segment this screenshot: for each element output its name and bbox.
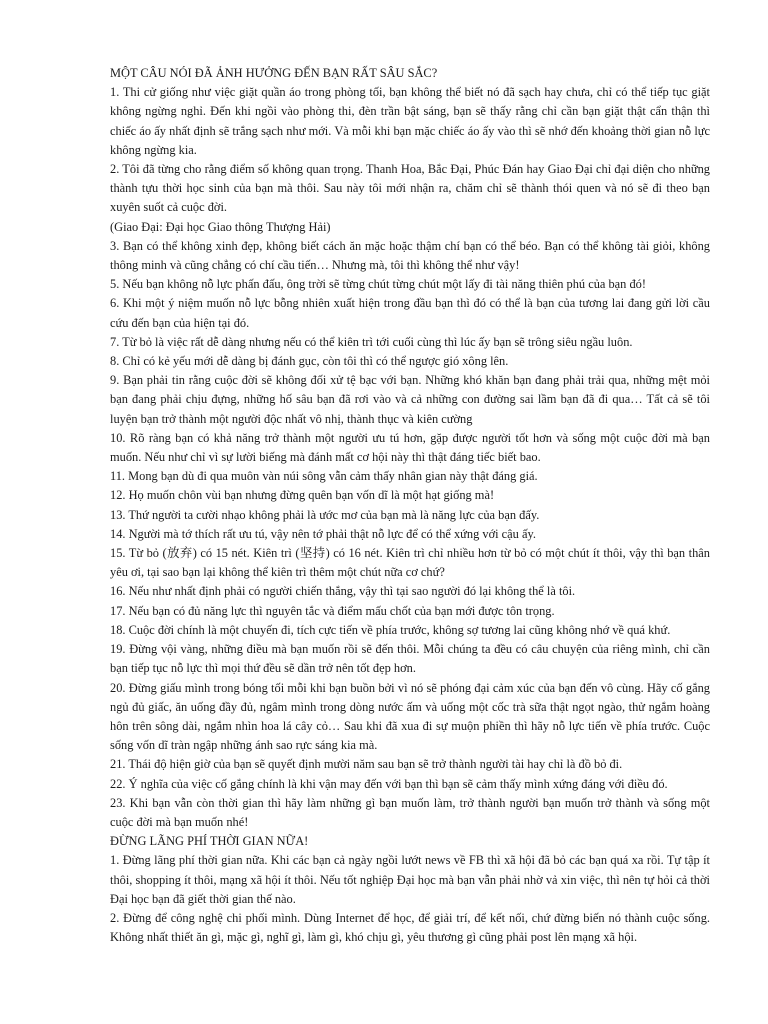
paragraph-note: (Giao Đại: Đại học Giao thông Thượng Hải) [110,219,331,234]
paragraph: 1. Thi cử giống như việc giặt quần áo trong phòng tối, bạn không thể biết nó đã sạch hay chưa, chỉ có thể tiếp tục giặt không ngừng nghỉ. Đến khi ngồi vào phòng thi, đèn trần bật sáng, bạn sẽ thấy rằng chỉ cần bạn giặt thật cẩn thận thì chiếc áo ấy nhất định sẽ trắng sạch như mới. Và mỗi khi bạn mặc chiếc áo ấy vào thì sẽ nhớ đến khoảng thời gian nỗ lực không ngừng kia. [110,85,710,157]
paragraph: 10. Rõ ràng bạn có khả năng trở thành một người ưu tú hơn, gặp được người tốt hơn và sống một cuộc đời mà bạn muốn. Nếu như chỉ vì sự lười biếng mà đánh mất cơ hội này thì thật đáng tiếc biết bao. [110,430,710,465]
paragraph: 18. Cuộc đời chính là một chuyến đi, tích cực tiến về phía trước, không sợ tương lai cũng không nhớ về quá khứ. [110,622,671,637]
paragraph: 15. Từ bỏ (放弃) có 15 nét. Kiên trì (坚持) có 16 nét. Kiên trì chỉ nhiều hơn từ bỏ có một chút ít thôi, vậy thì bạn thân yêu ơi, tại sao bạn lại không thể kiên trì thêm một chút nữa cơ chứ? [110,546,710,580]
paragraph: 17. Nếu bạn có đủ năng lực thì nguyên tắc và điểm mấu chốt của bạn mới được tôn trọng. [110,603,555,618]
paragraph: 7. Từ bỏ là việc rất dễ dàng nhưng nếu có thể kiên trì tới cuối cùng thì lúc ấy bạn sẽ trông siêu ngầu luôn. [110,334,633,349]
paragraph: 11. Mong bạn dù đi qua muôn vàn núi sông vẫn cảm thấy nhân gian này thật đáng giá. [110,469,538,484]
paragraph: 9. Bạn phải tin rằng cuộc đời sẽ không đối xử tệ bạc với bạn. Những khó khăn bạn đang phải trải qua, những mệt mỏi bạn đang phải chịu đựng, những hố sâu bạn đã rơi vào và cả những con đường sai lầm bạn đã đi qua… Tất cả sẽ tôi luyện bạn trở thành một người độc nhất vô nhị, thành thục và kiên cường [110,373,710,426]
paragraph: 5. Nếu bạn không nỗ lực phấn đấu, ông trời sẽ từng chút từng chút một lấy đi tài năng thiên phú của bạn đó! [110,277,646,292]
section-paragraph: 2. Đừng để công nghệ chi phối mình. Dùng Internet để học, để giải trí, để kết nối, chứ đừng biến nó thành cuộc sống. Không nhất thiết ăn gì, mặc gì, nghĩ gì, làm gì, khó chịu gì, yêu thương gì cũng phải post lên mạng xã hội. [110,910,710,945]
paragraph: 12. Họ muốn chôn vùi bạn nhưng đừng quên bạn vốn dĩ là một hạt giống mà! [110,488,495,503]
paragraph: 19. Đừng vội vàng, những điều mà bạn muốn rồi sẽ đến thôi. Mỗi chúng ta đều có câu chuyện của riêng mình, chỉ cần bạn tiếp tục nỗ lực thì mọi thứ đều sẽ dần trở nên tốt đẹp hơn. [110,642,710,676]
paragraph: 14. Người mà tớ thích rất ưu tú, vậy nên tớ phải thật nỗ lực để có thể xứng với cậu ấy. [110,526,536,541]
paragraph: 16. Nếu như nhất định phải có người chiến thắng, vậy thì tại sao người đó lại không thể là tôi. [110,584,576,599]
paragraph: 3. Bạn có thể không xinh đẹp, không biết cách ăn mặc hoặc thậm chí bạn có thể béo. Bạn có thể không tài giỏi, không thông minh và cũng chẳng có chí cầu tiến… Nhưng mà, tôi thì không thể như vậy! [110,238,710,273]
paragraph: 22. Ý nghĩa của việc cố gắng chính là khi vận may đến với bạn thì bạn sẽ cảm thấy mình xứng đáng với điều đó. [110,776,668,791]
document-title: MỘT CÂU NÓI ĐÃ ẢNH HƯỞNG ĐẾN BẠN RẤT SÂU SẮC? [110,66,438,80]
paragraph: 21. Thái độ hiện giờ của bạn sẽ quyết định mười năm sau bạn sẽ trở thành người tài hay chỉ là đồ bỏ đi. [110,757,623,772]
paragraph: 13. Thứ người ta cười nhạo không phải là ước mơ của bạn mà là năng lực của bạn đấy. [110,507,540,522]
paragraph: 20. Đừng giấu mình trong bóng tối mỗi khi bạn buồn bởi vì nó sẽ phóng đại cảm xúc của bạn đến vô cùng. Hãy cố gắng ngủ đủ giấc, ăn uống đầy đủ, ngâm mình trong dòng nước ấm và uống một cốc trà sữa thật ngọt ngào, thử ngắm hoàng hôn trên sông dài, ngắm nhìn hoa lá cây cỏ… Sau khi đã xua đi sự muộn phiền thì hãy nỗ lực tiến về phía trước. Cuộc sống vốn dĩ tràn ngập những ánh sao rực sáng kia mà. [110,680,710,753]
paragraph: 8. Chỉ có kẻ yếu mới dễ dàng bị đánh gục, còn tôi thì có thể ngược gió xông lên. [110,354,509,369]
paragraph: 2. Tôi đã từng cho rằng điểm số không quan trọng. Thanh Hoa, Bắc Đại, Phúc Đán hay Giao Đại chỉ đại diện cho những thành tựu thời học sinh của bạn mà thôi. Sau này tôi mới nhận ra, chăm chỉ sẽ thành thói quen và nó sẽ đi theo bạn xuyên suốt cả cuộc đời. [110,162,710,215]
paragraph: 6. Khi một ý niệm muốn nỗ lực bỗng nhiên xuất hiện trong đầu bạn thì đó có thể là bạn của tương lai đang gửi lời cầu cứu đến bạn của hiện tại đó. [110,296,710,330]
paragraph: 23. Khi bạn vẫn còn thời gian thì hãy làm những gì bạn muốn làm, trở thành người bạn muốn trở thành và sống một cuộc đời mà bạn muốn nhé! [110,795,710,829]
section-title: ĐỪNG LÃNG PHÍ THỜI GIAN NỮA! [110,834,309,849]
section-paragraph: 1. Đừng lãng phí thời gian nữa. Khi các bạn cả ngày ngồi lướt news về FB thì xã hội đã bỏ các bạn quá xa rồi. Tự tập ít thôi, shopping ít thôi, mạng xã hội ít thôi. Nếu tốt nghiệp Đại học mà bạn vẫn phải nhờ vả xin việc, thì nên tự hỏi cả thời Đại học bạn đã giết thời gian thế nào. [110,853,710,906]
